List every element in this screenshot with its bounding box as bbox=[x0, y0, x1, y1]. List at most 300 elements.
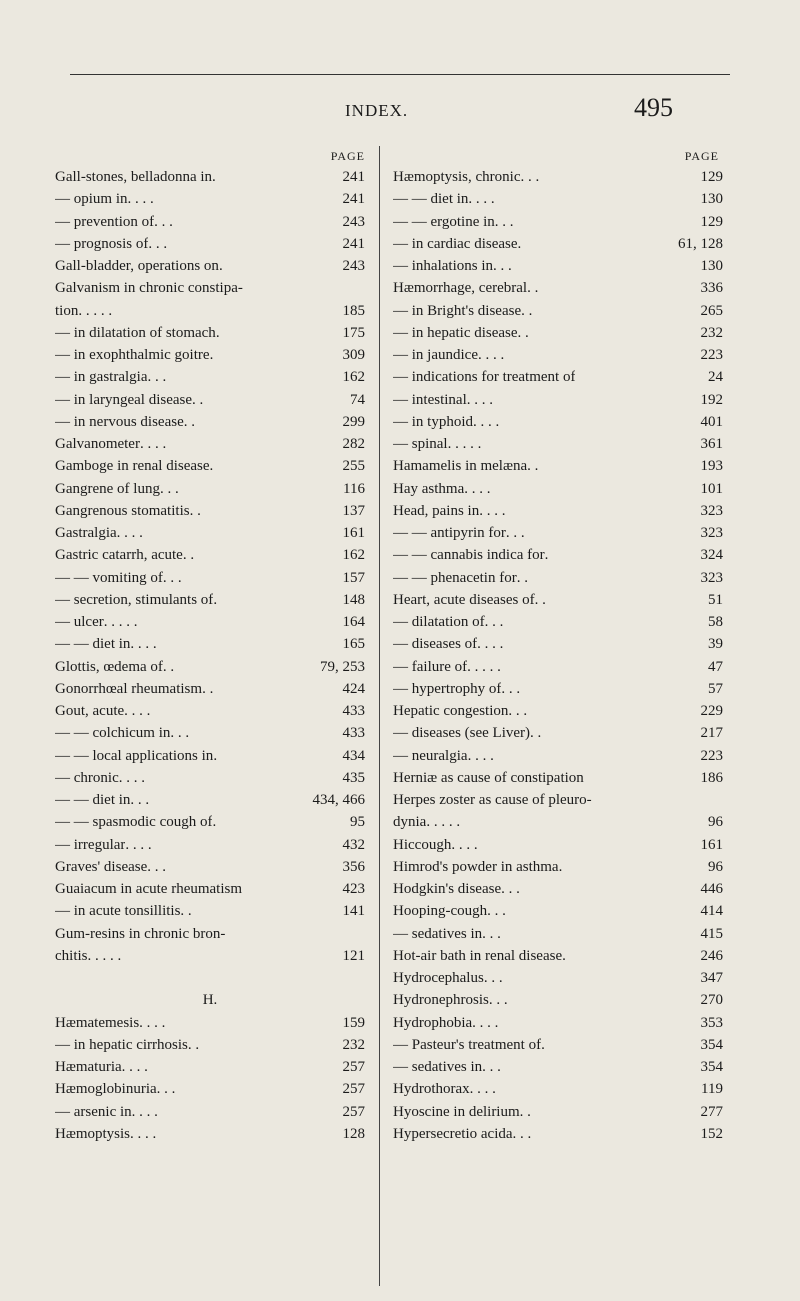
entry-leader-dots: . bbox=[209, 347, 214, 363]
entry-text: — Pasteur's treatment of bbox=[393, 1036, 542, 1053]
entry-text: — in laryngeal disease bbox=[55, 391, 193, 408]
entry-text: — in hepatic disease bbox=[393, 324, 518, 341]
index-entry bbox=[55, 589, 365, 611]
entry-leader-dots: . bbox=[215, 324, 220, 341]
index-entry bbox=[393, 945, 723, 967]
entry-page-number: 223 bbox=[700, 347, 723, 363]
entry-page-number: 435 bbox=[342, 769, 365, 786]
entry-page-number: 354 bbox=[700, 1059, 723, 1075]
entry-page-number: 137 bbox=[342, 502, 365, 519]
entry-page-number: 129 bbox=[700, 213, 723, 230]
index-entry bbox=[393, 834, 723, 856]
index-entry bbox=[55, 366, 365, 388]
entry-text: — — ergotine in bbox=[393, 213, 495, 230]
index-entry bbox=[393, 166, 723, 188]
entry-leader-dots: . . bbox=[162, 658, 175, 675]
page-column-label: PAGE bbox=[684, 149, 719, 163]
index-entry bbox=[55, 1056, 365, 1078]
entry-leader-dots: . . bbox=[517, 324, 529, 341]
entry-page-number: 243 bbox=[342, 213, 365, 230]
entry-text: — in typhoid bbox=[393, 413, 474, 430]
entry-leader-dots: . . . . bbox=[466, 391, 493, 408]
index-entry bbox=[55, 611, 365, 633]
index-entry bbox=[393, 811, 723, 833]
entry-page-number: 270 bbox=[700, 992, 723, 1009]
entry-leader-dots: . bbox=[213, 747, 218, 764]
index-entry bbox=[393, 1012, 723, 1034]
index-entries-right bbox=[393, 166, 723, 1145]
entry-page-number: 353 bbox=[700, 1014, 723, 1031]
entry-leader-dots: . . . . bbox=[118, 769, 145, 786]
entry-text: Gastralgia bbox=[55, 525, 117, 541]
index-entry bbox=[393, 633, 723, 655]
entry-text: Hodgkin's disease bbox=[393, 881, 502, 897]
entry-leader-dots: . . . . bbox=[124, 703, 151, 719]
entry-text: — secretion, stimulants of bbox=[55, 591, 214, 608]
entry-page-number: 241 bbox=[342, 169, 365, 185]
entry-text: — — diet in bbox=[55, 636, 131, 653]
entry-text: Hyoscine in delirium bbox=[393, 1103, 520, 1120]
entry-leader-dots: . . . . bbox=[131, 1103, 158, 1120]
entry-page-number: 223 bbox=[700, 747, 723, 764]
entry-leader-dots: . . bbox=[527, 280, 539, 297]
entry-leader-dots: . . . . bbox=[121, 1059, 148, 1075]
entry-text: Gall-bladder, operations on bbox=[55, 258, 219, 274]
entry-text: Gastric catarrh, acute bbox=[55, 547, 183, 564]
entry-leader-dots: . bbox=[213, 591, 218, 608]
entry-text: — — diet in bbox=[393, 191, 469, 208]
index-entry bbox=[55, 945, 365, 967]
entry-text: Hydrocephalus bbox=[393, 970, 484, 986]
entry-text: Hæmoptysis bbox=[55, 1125, 131, 1142]
entry-text: Himrod's powder in asthma bbox=[393, 858, 559, 875]
entry-leader-dots: . . . bbox=[484, 614, 504, 630]
entry-text: — opium in bbox=[55, 191, 128, 208]
entry-page-number: 257 bbox=[342, 1081, 365, 1098]
entry-leader-dots: . . bbox=[519, 1103, 531, 1120]
entry-page-number: 157 bbox=[342, 569, 365, 586]
entry-text: — inhalations in bbox=[393, 258, 493, 274]
index-entry bbox=[393, 878, 723, 900]
index-entry bbox=[55, 1012, 365, 1034]
entry-leader-dots: . bbox=[218, 258, 223, 274]
entry-text: — in Bright's disease bbox=[393, 302, 522, 319]
entry-page-number: 193 bbox=[700, 458, 723, 475]
entry-page-number: 217 bbox=[700, 725, 723, 742]
entry-page-number: 39 bbox=[708, 636, 723, 653]
entry-text: — prognosis of bbox=[55, 235, 149, 252]
entry-leader-dots: . bbox=[209, 458, 214, 475]
index-entry bbox=[393, 322, 723, 344]
entry-leader-dots: . . . bbox=[156, 1081, 176, 1098]
entry-leader-dots: . . . . bbox=[130, 1125, 157, 1142]
entry-leader-dots: . . . bbox=[170, 725, 190, 742]
entry-text: Gonorrhœal rheumatism bbox=[55, 680, 203, 697]
entry-text: — — local applications in bbox=[55, 747, 214, 764]
index-entry bbox=[55, 389, 365, 411]
index-entry bbox=[393, 1034, 723, 1056]
index-entry bbox=[393, 300, 723, 322]
index-entry bbox=[55, 522, 365, 544]
entry-page-number: 243 bbox=[342, 258, 365, 274]
entry-text: — ulcer bbox=[55, 614, 104, 630]
entry-leader-dots: . . bbox=[192, 391, 204, 408]
entry-leader-dots: . bbox=[212, 814, 217, 831]
entry-text: — in jaundice bbox=[393, 347, 478, 363]
entry-leader-dots: . bbox=[541, 1036, 545, 1053]
index-entry bbox=[393, 567, 723, 589]
entry-page-number: 282 bbox=[342, 436, 365, 452]
entry-leader-dots: . . . . bbox=[451, 836, 478, 853]
index-entry bbox=[393, 856, 723, 878]
entry-page-number: 257 bbox=[342, 1103, 365, 1120]
index-entry bbox=[55, 834, 365, 856]
entry-leader-dots: . bbox=[562, 947, 566, 964]
entry-text: Gum-resins in chronic bron- bbox=[55, 925, 226, 942]
entry-leader-dots: . . . bbox=[488, 992, 508, 1009]
entry-leader-dots: . bbox=[544, 547, 549, 564]
entry-text: — diseases of bbox=[393, 636, 478, 653]
entry-text: Hot-air bath in renal disease bbox=[393, 947, 563, 964]
entry-text: Glottis, œdema of bbox=[55, 658, 163, 675]
entry-text: Hydrophobia bbox=[393, 1014, 473, 1031]
entry-text: — — vomiting of bbox=[55, 569, 163, 586]
entry-leader-dots: . . . bbox=[520, 169, 540, 185]
entry-text: Gangrene of lung bbox=[55, 480, 160, 497]
index-entry bbox=[55, 678, 365, 700]
entry-leader-dots: . . . bbox=[512, 1125, 532, 1142]
entry-text: Gout, acute bbox=[55, 703, 125, 719]
entry-page-number: 119 bbox=[701, 1081, 723, 1098]
entry-page-number: 415 bbox=[700, 925, 723, 942]
entry-text: Hydrothorax bbox=[393, 1081, 470, 1098]
entry-text: — intestinal bbox=[393, 391, 467, 408]
index-entry bbox=[393, 255, 723, 277]
entry-text: — sedatives in bbox=[393, 925, 483, 942]
index-entry bbox=[393, 500, 723, 522]
entry-leader-dots: . . . . . bbox=[87, 947, 122, 964]
entry-leader-dots: . . . . bbox=[472, 1014, 499, 1031]
entry-leader-dots: . . . bbox=[154, 213, 173, 230]
index-entry bbox=[393, 678, 723, 700]
index-entry bbox=[55, 722, 365, 744]
entry-text: Hæmaturia bbox=[55, 1059, 122, 1075]
index-entry bbox=[393, 722, 723, 744]
entry-page-number: 159 bbox=[342, 1014, 365, 1031]
index-entry bbox=[393, 923, 723, 945]
index-entry bbox=[393, 967, 723, 989]
entry-page-number: 257 bbox=[342, 1059, 365, 1075]
index-entry bbox=[393, 366, 723, 388]
entry-page-number: 361 bbox=[700, 436, 723, 452]
entry-text: Hypersecretio acida bbox=[393, 1125, 513, 1142]
entry-text: chitis bbox=[55, 947, 88, 964]
index-entry bbox=[55, 923, 365, 945]
index-entry bbox=[393, 522, 723, 544]
index-entry bbox=[393, 1078, 723, 1100]
entry-page-number: 148 bbox=[342, 591, 365, 608]
entry-text: Hæmorrhage, cerebral bbox=[393, 280, 528, 297]
entry-page-number: 164 bbox=[342, 614, 365, 630]
entry-text: — spinal bbox=[393, 436, 448, 452]
entry-page-number: 309 bbox=[342, 347, 365, 363]
entry-leader-dots: . . . bbox=[130, 792, 150, 808]
index-entry bbox=[55, 856, 365, 878]
entry-leader-dots: . . . . . bbox=[78, 302, 113, 319]
index-entry bbox=[55, 211, 365, 233]
entry-page-number: 265 bbox=[700, 302, 723, 319]
entry-text: — in nervous disease bbox=[55, 413, 184, 430]
entry-text: — failure of bbox=[393, 658, 468, 675]
entry-text: — in hepatic cirrhosis bbox=[55, 1036, 188, 1053]
entry-text: Hæmoptysis, chronic bbox=[393, 169, 521, 185]
index-entry bbox=[55, 811, 365, 833]
entry-page-number: 323 bbox=[700, 525, 723, 541]
entry-page-number: 414 bbox=[700, 903, 723, 920]
entry-page-number: 152 bbox=[700, 1125, 723, 1142]
index-entries-left bbox=[55, 166, 365, 1145]
index-entry bbox=[393, 1056, 723, 1078]
page-number: 495 bbox=[634, 93, 673, 122]
entry-page-number: 162 bbox=[342, 547, 365, 564]
entry-page-number: 79, 253 bbox=[320, 658, 365, 675]
entry-text: — prevention of bbox=[55, 213, 155, 230]
entry-page-number: 336 bbox=[700, 280, 723, 297]
index-entry bbox=[393, 656, 723, 678]
entry-leader-dots: . . . . bbox=[139, 436, 167, 452]
entry-page-number: 229 bbox=[700, 703, 723, 719]
entry-leader-dots: . . bbox=[516, 569, 528, 586]
entry-text: — dilatation of bbox=[393, 614, 485, 630]
entry-page-number: 246 bbox=[700, 947, 723, 964]
entry-leader-dots: . . . bbox=[501, 881, 520, 897]
entry-page-number: 130 bbox=[700, 191, 723, 208]
entry-page-number: 121 bbox=[342, 947, 365, 964]
entry-page-number: 186 bbox=[700, 769, 723, 786]
page-column-label: PAGE bbox=[330, 149, 365, 163]
entry-leader-dots: . . bbox=[187, 1036, 200, 1053]
entry-page-number: 96 bbox=[708, 814, 723, 831]
entry-page-number: 232 bbox=[342, 1036, 365, 1053]
entry-leader-dots: . . . bbox=[159, 480, 179, 497]
entry-page-number: 241 bbox=[342, 191, 365, 208]
entry-page-number: 57 bbox=[708, 680, 723, 697]
entry-text: H. bbox=[202, 992, 218, 1009]
index-entry bbox=[55, 277, 365, 299]
entry-page-number: 241 bbox=[342, 235, 365, 252]
entry-text: Graves' disease bbox=[55, 858, 148, 875]
entry-text: Hydronephrosis bbox=[393, 992, 489, 1009]
entry-text: — diseases (see Liver) bbox=[393, 725, 531, 742]
section-heading bbox=[55, 989, 365, 1011]
entry-leader-dots: . . . . . bbox=[447, 436, 482, 452]
entry-leader-dots: . . . bbox=[483, 970, 503, 986]
entry-page-number: 432 bbox=[342, 836, 365, 853]
entry-leader-dots: . . . . bbox=[477, 636, 504, 653]
index-entry bbox=[393, 1123, 723, 1145]
entry-text: Galvanism in chronic constipa- bbox=[55, 280, 243, 297]
index-entry bbox=[393, 455, 723, 477]
entry-page-number: 128 bbox=[342, 1125, 365, 1142]
entry-leader-dots: . . . bbox=[482, 925, 501, 942]
index-entry bbox=[393, 211, 723, 233]
entry-page-number: 232 bbox=[700, 324, 723, 341]
index-entry bbox=[393, 544, 723, 566]
entry-leader-dots: . bbox=[212, 169, 216, 185]
index-entry bbox=[55, 188, 365, 210]
entry-leader-dots: . . bbox=[183, 413, 195, 430]
entry-leader-dots: . . . . . bbox=[426, 814, 461, 831]
entry-text: Hepatic congestion bbox=[393, 703, 509, 719]
entry-page-number: 74 bbox=[350, 391, 365, 408]
entry-leader-dots: . . bbox=[180, 903, 192, 920]
index-entry bbox=[393, 900, 723, 922]
entry-page-number: 324 bbox=[700, 547, 723, 564]
index-entry bbox=[393, 478, 723, 500]
entry-page-number: 347 bbox=[700, 970, 723, 986]
entry-text: Hæmatemesis bbox=[55, 1014, 140, 1031]
index-entry bbox=[55, 700, 365, 722]
entry-leader-dots: . . bbox=[189, 502, 201, 519]
entry-text: Gamboge in renal disease bbox=[55, 458, 210, 475]
index-entry bbox=[55, 633, 365, 655]
index-entry bbox=[55, 1123, 365, 1145]
entry-page-number: 24 bbox=[708, 369, 723, 386]
entry-leader-dots: . . bbox=[521, 302, 533, 319]
entry-text: Hamamelis in melæna bbox=[393, 458, 528, 475]
index-entry bbox=[55, 500, 365, 522]
column-divider bbox=[379, 146, 380, 1286]
index-entry bbox=[393, 344, 723, 366]
entry-leader-dots: . . . bbox=[501, 680, 521, 697]
entry-page-number: 433 bbox=[342, 725, 365, 742]
entry-text: Herniæ as cause of constipation bbox=[393, 769, 584, 786]
entry-text: Hooping-cough bbox=[393, 903, 488, 920]
index-entry bbox=[55, 478, 365, 500]
entry-text: Hiccough bbox=[393, 836, 452, 853]
entry-leader-dots: . bbox=[558, 858, 563, 875]
index-entry bbox=[55, 745, 365, 767]
entry-page-number: 101 bbox=[700, 480, 723, 497]
entry-text: — indications for treatment of bbox=[393, 369, 576, 386]
entry-leader-dots: . . . bbox=[505, 525, 525, 541]
index-entry bbox=[55, 1034, 365, 1056]
entry-page-number: 401 bbox=[700, 413, 723, 430]
entry-leader-dots: . . . . bbox=[473, 413, 500, 430]
index-entry bbox=[55, 567, 365, 589]
index-entry bbox=[55, 789, 365, 811]
index-entry bbox=[55, 322, 365, 344]
entry-text: — in gastralgia bbox=[55, 369, 148, 386]
index-entry bbox=[393, 433, 723, 455]
entry-page-number: 323 bbox=[700, 502, 723, 519]
entry-leader-dots: . . . . bbox=[479, 502, 506, 519]
entry-leader-dots: . . bbox=[182, 547, 195, 564]
entry-leader-dots: . . . . . bbox=[103, 614, 138, 630]
index-entry bbox=[393, 277, 723, 299]
entry-leader-dots: . . . . . bbox=[467, 658, 501, 675]
index-entry bbox=[393, 589, 723, 611]
entry-text: Heart, acute diseases of bbox=[393, 591, 535, 608]
entry-leader-dots: . . bbox=[534, 591, 546, 608]
entry-text: — in exophthalmic goitre bbox=[55, 347, 210, 363]
index-entry bbox=[55, 166, 365, 188]
entry-page-number: 356 bbox=[342, 858, 365, 875]
index-entry bbox=[55, 300, 365, 322]
entry-page-number: 255 bbox=[342, 458, 365, 475]
entry-page-number: 434 bbox=[342, 747, 365, 764]
entry-leader-dots: . . . . bbox=[116, 525, 143, 541]
index-entry bbox=[55, 656, 365, 678]
index-entry bbox=[55, 544, 365, 566]
entry-page-number: 433 bbox=[342, 703, 365, 719]
entry-text: — — spasmodic cough of bbox=[55, 814, 213, 831]
index-entry bbox=[393, 611, 723, 633]
index-entry bbox=[55, 411, 365, 433]
entry-text: Gall-stones, belladonna in bbox=[55, 169, 213, 185]
index-entry bbox=[55, 433, 365, 455]
entry-leader-dots: . bbox=[517, 235, 522, 252]
entry-page-number: 277 bbox=[700, 1103, 723, 1120]
entry-leader-dots: . . . bbox=[162, 569, 182, 586]
entry-text: — — diet in bbox=[55, 792, 131, 808]
entry-leader-dots: . . . . bbox=[127, 191, 154, 208]
entry-text: Gangrenous stomatitis bbox=[55, 502, 190, 519]
index-entry bbox=[55, 455, 365, 477]
entry-page-number: 423 bbox=[342, 881, 365, 897]
index-entry bbox=[55, 344, 365, 366]
entry-page-number: 434, 466 bbox=[312, 792, 365, 808]
index-column-left bbox=[55, 146, 365, 1286]
entry-page-number: 192 bbox=[700, 391, 723, 408]
entry-leader-dots: . . . . bbox=[464, 480, 491, 497]
entry-page-number: 47 bbox=[708, 658, 723, 675]
entry-leader-dots: . . . . bbox=[139, 1014, 166, 1031]
entry-page-number: 61, 128 bbox=[678, 235, 723, 252]
entry-leader-dots: . . . bbox=[147, 369, 167, 386]
entry-leader-dots: . . . . bbox=[468, 191, 495, 208]
entry-page-number: 446 bbox=[700, 881, 723, 897]
entry-text: Hæmoglobinuria bbox=[55, 1081, 157, 1098]
entry-leader-dots: . . . bbox=[147, 858, 166, 875]
entry-page-number: 165 bbox=[342, 636, 365, 653]
entry-page-number: 175 bbox=[342, 324, 365, 341]
entry-text: — — phenacetin for bbox=[393, 569, 517, 586]
entry-page-number: 161 bbox=[342, 525, 365, 541]
index-entry bbox=[55, 878, 365, 900]
entry-text: — sedatives in bbox=[393, 1059, 483, 1075]
index-entry bbox=[55, 967, 365, 989]
entry-text: dynia bbox=[393, 814, 427, 831]
entry-leader-dots: . . . . bbox=[125, 836, 152, 853]
index-entry bbox=[55, 1078, 365, 1100]
entry-leader-dots: . . bbox=[527, 458, 539, 475]
entry-page-number: 58 bbox=[708, 614, 723, 630]
entry-page-number: 354 bbox=[700, 1036, 723, 1053]
entry-leader-dots: . . . . bbox=[130, 636, 157, 653]
entry-leader-dots: . . bbox=[530, 725, 542, 742]
index-entry bbox=[393, 1101, 723, 1123]
index-entry bbox=[393, 989, 723, 1011]
entry-leader-dots: . . . bbox=[487, 903, 506, 920]
page-header-title: INDEX. bbox=[345, 101, 409, 120]
entry-text: tion bbox=[55, 302, 79, 319]
entry-text: — — cannabis indica for bbox=[393, 547, 545, 564]
index-entry bbox=[393, 700, 723, 722]
entry-leader-dots: . . . . bbox=[467, 747, 494, 764]
entry-leader-dots: . . bbox=[202, 680, 214, 697]
index-entry bbox=[393, 745, 723, 767]
